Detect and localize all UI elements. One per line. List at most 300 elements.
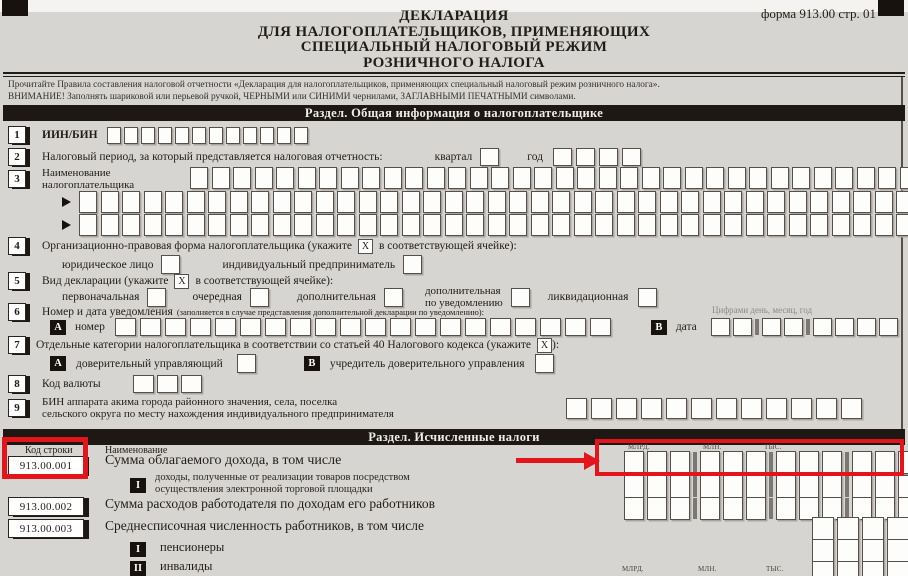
input-cell[interactable] bbox=[445, 191, 463, 213]
item-number-box: 2 bbox=[8, 148, 26, 166]
input-cell[interactable] bbox=[792, 167, 810, 189]
row-tax-period bbox=[8, 148, 645, 166]
title-line: ДЛЯ НАЛОГОПЛАТЕЛЬЩИКОВ, ПРИМЕНЯЮЩИХ bbox=[257, 23, 651, 40]
input-cell[interactable] bbox=[666, 398, 687, 419]
scale-label-millions-bottom: МЛН. bbox=[698, 565, 717, 573]
input-cell[interactable] bbox=[465, 318, 486, 336]
input-cell[interactable] bbox=[789, 214, 807, 236]
input-cell[interactable] bbox=[879, 318, 898, 336]
quarter-cells bbox=[480, 148, 503, 166]
input-cell[interactable] bbox=[209, 127, 223, 144]
input-cell[interactable] bbox=[723, 497, 743, 520]
input-cell[interactable] bbox=[723, 475, 743, 498]
input-cell[interactable] bbox=[440, 318, 461, 336]
input-cell[interactable] bbox=[190, 167, 208, 189]
input-cell[interactable] bbox=[776, 497, 796, 520]
option-additional-label: дополнительная bbox=[296, 291, 376, 303]
input-cell[interactable] bbox=[490, 318, 511, 336]
disabled-cells bbox=[812, 561, 908, 576]
input-cell[interactable] bbox=[670, 497, 690, 520]
group-separator bbox=[693, 476, 697, 497]
marker-a-box: А bbox=[50, 320, 66, 335]
input-cell[interactable] bbox=[315, 318, 336, 336]
input-cell[interactable] bbox=[574, 191, 592, 213]
input-cell[interactable] bbox=[624, 497, 644, 520]
line-code-913-00-001: 913.00.001 bbox=[8, 456, 84, 475]
input-cell[interactable] bbox=[789, 191, 807, 213]
input-cell[interactable] bbox=[509, 214, 527, 236]
group-separator bbox=[755, 319, 759, 335]
input-cell[interactable] bbox=[887, 539, 908, 562]
title-line: ДЕКЛАРАЦИЯ bbox=[399, 8, 509, 24]
input-cell[interactable] bbox=[101, 191, 119, 213]
input-cell[interactable] bbox=[574, 214, 592, 236]
input-cell[interactable] bbox=[423, 214, 441, 236]
input-cell[interactable] bbox=[862, 517, 884, 540]
title-line: СПЕЦИАЛЬНЫЙ НАЛОГОВЫЙ РЕЖИМ bbox=[300, 39, 608, 55]
input-cell[interactable] bbox=[509, 191, 527, 213]
input-cell[interactable] bbox=[260, 127, 274, 144]
input-cell[interactable] bbox=[316, 214, 334, 236]
input-cell[interactable] bbox=[700, 497, 720, 520]
item-number-box: 7 bbox=[8, 336, 26, 354]
input-cell[interactable] bbox=[165, 191, 183, 213]
form-title bbox=[0, 9, 908, 71]
date-format-hint: Цифрами день, месяц, год bbox=[712, 305, 813, 315]
input-cell[interactable] bbox=[265, 318, 286, 336]
input-cell[interactable] bbox=[799, 475, 819, 498]
input-cell[interactable] bbox=[837, 517, 859, 540]
input-cell[interactable] bbox=[642, 167, 660, 189]
input-cell[interactable] bbox=[812, 539, 834, 562]
input-cell[interactable] bbox=[716, 398, 737, 419]
option-additional-notice-line1: дополнительная bbox=[424, 285, 501, 297]
input-cell[interactable] bbox=[746, 191, 764, 213]
input-cell[interactable] bbox=[144, 191, 162, 213]
input-cell[interactable] bbox=[862, 561, 884, 576]
trustee-checkbox[interactable] bbox=[237, 354, 256, 373]
notice-label: Номер и дата уведомления bbox=[42, 306, 173, 318]
input-cell[interactable] bbox=[812, 561, 834, 576]
input-cell[interactable] bbox=[276, 167, 294, 189]
input-cell[interactable] bbox=[251, 214, 269, 236]
input-cell[interactable] bbox=[857, 318, 876, 336]
input-cell[interactable] bbox=[133, 375, 154, 393]
item-number-box: 8 bbox=[8, 375, 26, 393]
input-cell[interactable] bbox=[590, 318, 611, 336]
year-label: год bbox=[527, 151, 543, 163]
input-cell[interactable] bbox=[647, 497, 667, 520]
option-initial-label: первоначальная bbox=[62, 291, 140, 303]
input-cell[interactable] bbox=[290, 318, 311, 336]
input-cell[interactable] bbox=[230, 214, 248, 236]
input-cell[interactable] bbox=[599, 148, 618, 166]
input-cell[interactable] bbox=[776, 475, 796, 498]
input-cell[interactable] bbox=[862, 539, 884, 562]
input-cell[interactable] bbox=[531, 191, 549, 213]
legal-form-label-post: в соответствующей ячейке): bbox=[378, 240, 517, 252]
input-cell[interactable] bbox=[638, 191, 656, 213]
input-cell[interactable] bbox=[552, 214, 570, 236]
input-cell[interactable] bbox=[835, 318, 854, 336]
input-cell[interactable] bbox=[233, 167, 251, 189]
ecommerce-income-cells bbox=[624, 475, 908, 498]
input-cell[interactable] bbox=[641, 398, 662, 419]
year-cells bbox=[553, 148, 645, 166]
input-cell[interactable] bbox=[415, 318, 436, 336]
input-cell[interactable] bbox=[576, 148, 595, 166]
input-cell[interactable] bbox=[165, 214, 183, 236]
input-cell[interactable] bbox=[816, 398, 837, 419]
currency-code-label: Код валюты bbox=[42, 378, 101, 390]
input-cell[interactable] bbox=[294, 214, 312, 236]
input-cell[interactable] bbox=[384, 167, 402, 189]
item-number-box: 5 bbox=[8, 272, 26, 290]
sub-line-ii-box: II bbox=[130, 561, 146, 576]
input-cell[interactable] bbox=[591, 398, 612, 419]
filling-instructions bbox=[8, 80, 898, 103]
input-cell[interactable] bbox=[852, 475, 872, 498]
column-header-name: Наименование bbox=[105, 445, 168, 456]
input-cell[interactable] bbox=[599, 167, 617, 189]
input-cell[interactable] bbox=[553, 148, 572, 166]
title-line: РОЗНИЧНОГО НАЛОГА bbox=[363, 54, 545, 71]
input-cell[interactable] bbox=[165, 318, 186, 336]
input-cell[interactable] bbox=[230, 191, 248, 213]
tax-period-label: Налоговый период, за который представляется налоговая отчетность: bbox=[42, 151, 383, 163]
input-cell[interactable] bbox=[896, 214, 908, 236]
taxpayer-name-label-2: налогоплательщика bbox=[42, 179, 135, 191]
group-separator bbox=[693, 498, 697, 519]
input-cell[interactable] bbox=[791, 398, 812, 419]
input-cell[interactable] bbox=[187, 214, 205, 236]
pensioners-label: пенсионеры bbox=[160, 540, 225, 554]
header-divider bbox=[3, 72, 905, 77]
declaration-type-label-post: в соответствующей ячейке): bbox=[195, 275, 334, 287]
input-cell[interactable] bbox=[243, 127, 257, 144]
ecommerce-income-label bbox=[155, 472, 410, 496]
headcount-cells bbox=[812, 517, 908, 540]
special-categories-label-pre: Отдельные категории налогоплательщика в соответствии со статьей 40 Налогового кодекса (укажите bbox=[36, 339, 531, 351]
notice-number-cells bbox=[115, 318, 615, 336]
input-cell[interactable] bbox=[540, 318, 561, 336]
input-cell[interactable] bbox=[566, 398, 587, 419]
input-cell[interactable] bbox=[766, 398, 787, 419]
individual-entrepreneur-label: индивидуальный предприниматель bbox=[222, 258, 396, 271]
input-cell[interactable] bbox=[837, 561, 859, 576]
input-cell[interactable] bbox=[534, 167, 552, 189]
input-cell[interactable] bbox=[638, 214, 656, 236]
input-cell[interactable] bbox=[141, 127, 155, 144]
employer-expenses-label: Сумма расходов работодателя по доходам его работников bbox=[105, 496, 435, 511]
input-cell[interactable] bbox=[832, 214, 850, 236]
headcount-label: Среднесписочная численность работников, в том числе bbox=[105, 518, 425, 533]
input-cell[interactable] bbox=[294, 191, 312, 213]
input-cell[interactable] bbox=[427, 167, 445, 189]
input-cell[interactable] bbox=[875, 191, 893, 213]
group-separator bbox=[845, 476, 849, 497]
input-cell[interactable] bbox=[79, 214, 97, 236]
input-cell[interactable] bbox=[445, 214, 463, 236]
input-cell[interactable] bbox=[624, 475, 644, 498]
input-cell[interactable] bbox=[531, 214, 549, 236]
continuation-arrow-icon bbox=[62, 220, 71, 230]
taxpayer-name-label bbox=[42, 167, 190, 191]
input-cell[interactable] bbox=[853, 191, 871, 213]
input-cell[interactable] bbox=[208, 191, 226, 213]
input-cell[interactable] bbox=[359, 191, 377, 213]
input-cell[interactable] bbox=[556, 167, 574, 189]
input-cell[interactable] bbox=[733, 318, 752, 336]
trustee-label: доверительный управляющий bbox=[76, 357, 223, 370]
input-cell[interactable] bbox=[700, 475, 720, 498]
input-cell[interactable] bbox=[660, 191, 678, 213]
input-cell[interactable] bbox=[251, 191, 269, 213]
disabled-label: инвалиды bbox=[160, 559, 213, 573]
row-akim-bin bbox=[8, 396, 866, 420]
group-separator bbox=[845, 498, 849, 519]
input-cell[interactable] bbox=[857, 167, 875, 189]
special-categories-label-post: ): bbox=[552, 339, 560, 351]
input-cell[interactable] bbox=[488, 214, 506, 236]
input-cell[interactable] bbox=[380, 191, 398, 213]
input-cell[interactable] bbox=[405, 167, 423, 189]
instruction-line-2: ВНИМАНИЕ! Заполнять шариковой или перьевой ручкой, ЧЕРНЫМИ или СИНИМИ чернилами, ЗАГЛАВНЫМИ ПЕЧАТНЫМИ символами. bbox=[8, 91, 576, 102]
instruction-line-1: Прочитайте Правила составления налоговой отчетности «Декларация для налогоплательщиков, применяющих специальный налоговый режим розничного налога». bbox=[8, 80, 660, 90]
input-cell[interactable] bbox=[402, 214, 420, 236]
column-header-code: Код строки bbox=[25, 445, 73, 456]
input-cell[interactable] bbox=[240, 318, 261, 336]
input-cell[interactable] bbox=[741, 398, 762, 419]
row-special-categories bbox=[8, 336, 559, 354]
input-cell[interactable] bbox=[316, 191, 334, 213]
highlight-box-amount-cells bbox=[595, 439, 904, 476]
input-cell[interactable] bbox=[294, 127, 308, 144]
notice-date-label: дата bbox=[675, 321, 697, 333]
input-cell[interactable] bbox=[724, 214, 742, 236]
input-cell[interactable] bbox=[515, 318, 536, 336]
input-cell[interactable] bbox=[810, 191, 828, 213]
input-cell[interactable] bbox=[212, 167, 230, 189]
input-cell[interactable] bbox=[552, 191, 570, 213]
input-cell[interactable] bbox=[813, 318, 832, 336]
input-cell[interactable] bbox=[663, 167, 681, 189]
input-cell[interactable] bbox=[192, 127, 206, 144]
option-liquidation-checkbox[interactable] bbox=[638, 288, 657, 307]
input-cell[interactable] bbox=[875, 214, 893, 236]
input-cell[interactable] bbox=[144, 214, 162, 236]
x-mark-sample: X bbox=[358, 239, 373, 254]
input-cell[interactable] bbox=[190, 318, 211, 336]
input-cell[interactable] bbox=[341, 167, 359, 189]
input-cell[interactable] bbox=[480, 148, 499, 166]
akim-bin-label-1: БИН аппарата акима города районного значения, села, поселка bbox=[42, 396, 338, 408]
trust-founder-label: учредитель доверительного управления bbox=[329, 357, 525, 370]
notice-date-cells bbox=[711, 318, 901, 336]
input-cell[interactable] bbox=[362, 167, 380, 189]
legal-entity-label: юридическое лицо bbox=[62, 258, 154, 271]
input-cell[interactable] bbox=[340, 318, 361, 336]
input-cell[interactable] bbox=[175, 127, 189, 144]
input-cell[interactable] bbox=[896, 191, 908, 213]
input-cell[interactable] bbox=[620, 167, 638, 189]
input-cell[interactable] bbox=[337, 214, 355, 236]
input-cell[interactable] bbox=[837, 539, 859, 562]
row-taxpayer-name-cont1 bbox=[62, 191, 908, 213]
item-number-box: 3 bbox=[8, 170, 26, 188]
input-cell[interactable] bbox=[670, 475, 690, 498]
input-cell[interactable] bbox=[273, 191, 291, 213]
input-cell[interactable] bbox=[365, 318, 386, 336]
sub-line-i-box: I bbox=[130, 478, 146, 493]
line-code-913-00-003: 913.00.003 bbox=[8, 519, 84, 538]
input-cell[interactable] bbox=[513, 167, 531, 189]
input-cell[interactable] bbox=[359, 214, 377, 236]
section-header-calculated: Раздел. Исчисленные налоги bbox=[3, 429, 905, 445]
input-cell[interactable] bbox=[181, 375, 202, 393]
input-cell[interactable] bbox=[565, 318, 586, 336]
marker-a-box: А bbox=[50, 356, 66, 371]
akim-bin-cells bbox=[566, 398, 866, 419]
akim-bin-label bbox=[42, 396, 558, 420]
input-cell[interactable] bbox=[711, 318, 730, 336]
input-cell[interactable] bbox=[887, 517, 908, 540]
input-cell[interactable] bbox=[140, 318, 161, 336]
input-cell[interactable] bbox=[749, 167, 767, 189]
input-cell[interactable] bbox=[101, 214, 119, 236]
group-separator bbox=[769, 498, 773, 519]
input-cell[interactable] bbox=[122, 191, 140, 213]
item-number-box: 4 bbox=[8, 237, 26, 255]
input-cell[interactable] bbox=[277, 127, 291, 144]
input-cell[interactable] bbox=[812, 517, 834, 540]
notice-number-label: номер bbox=[75, 321, 105, 333]
input-cell[interactable] bbox=[124, 127, 138, 144]
input-cell[interactable] bbox=[784, 318, 803, 336]
item-number-box: 6 bbox=[8, 303, 26, 321]
input-cell[interactable] bbox=[810, 214, 828, 236]
input-cell[interactable] bbox=[595, 214, 613, 236]
input-cell[interactable] bbox=[380, 214, 398, 236]
input-cell[interactable] bbox=[157, 375, 178, 393]
option-additional-notice-checkbox[interactable] bbox=[511, 288, 530, 307]
input-cell[interactable] bbox=[617, 214, 635, 236]
input-cell[interactable] bbox=[107, 127, 121, 144]
row-legal-form bbox=[8, 237, 517, 255]
input-cell[interactable] bbox=[208, 214, 226, 236]
input-cell[interactable] bbox=[691, 398, 712, 419]
scale-label-thousands: ТЫС. bbox=[764, 443, 782, 451]
input-cell[interactable] bbox=[115, 318, 136, 336]
input-cell[interactable] bbox=[122, 214, 140, 236]
scale-label-billions: МЛРД. bbox=[628, 443, 650, 451]
name-cells-line2 bbox=[79, 191, 908, 213]
input-cell[interactable] bbox=[337, 191, 355, 213]
highlight-box-line-code bbox=[2, 437, 88, 479]
input-cell[interactable] bbox=[898, 475, 908, 498]
pensioners-cells bbox=[812, 539, 908, 562]
input-cell[interactable] bbox=[466, 191, 484, 213]
input-cell[interactable] bbox=[706, 167, 724, 189]
input-cell[interactable] bbox=[771, 167, 789, 189]
input-cell[interactable] bbox=[577, 167, 595, 189]
input-cell[interactable] bbox=[470, 167, 488, 189]
input-cell[interactable] bbox=[703, 191, 721, 213]
input-cell[interactable] bbox=[298, 167, 316, 189]
currency-code-cells bbox=[133, 375, 205, 393]
highlight-arrow-icon bbox=[516, 458, 584, 463]
input-cell[interactable] bbox=[466, 214, 484, 236]
input-cell[interactable] bbox=[900, 167, 908, 189]
input-cell[interactable] bbox=[319, 167, 337, 189]
scale-label-billions-bottom: МЛРД. bbox=[622, 565, 644, 573]
input-cell[interactable] bbox=[878, 167, 896, 189]
declaration-type-label-pre: Вид декларации (укажите bbox=[42, 275, 169, 287]
input-cell[interactable] bbox=[887, 561, 908, 576]
input-cell[interactable] bbox=[703, 214, 721, 236]
group-separator bbox=[769, 476, 773, 497]
row-currency-code bbox=[8, 375, 205, 393]
input-cell[interactable] bbox=[822, 475, 842, 498]
input-cell[interactable] bbox=[79, 191, 97, 213]
input-cell[interactable] bbox=[685, 167, 703, 189]
input-cell[interactable] bbox=[616, 398, 637, 419]
input-cell[interactable] bbox=[660, 214, 678, 236]
trust-founder-checkbox[interactable] bbox=[535, 354, 554, 373]
input-cell[interactable] bbox=[832, 191, 850, 213]
input-cell[interactable] bbox=[448, 167, 466, 189]
continuation-arrow-icon bbox=[62, 197, 71, 207]
ecommerce-income-label-2: осуществления электронной торговой площадки bbox=[155, 484, 373, 495]
input-cell[interactable] bbox=[724, 191, 742, 213]
input-cell[interactable] bbox=[762, 318, 781, 336]
iin-bin-label: ИИН/БИН bbox=[42, 129, 98, 141]
notice-label-note: (заполняется в случае представления дополнительной декларации по уведомлению): bbox=[176, 307, 484, 317]
input-cell[interactable] bbox=[681, 214, 699, 236]
input-cell[interactable] bbox=[187, 191, 205, 213]
input-cell[interactable] bbox=[226, 127, 240, 144]
input-cell[interactable] bbox=[647, 475, 667, 498]
input-cell[interactable] bbox=[746, 475, 766, 498]
input-cell[interactable] bbox=[622, 148, 641, 166]
input-cell[interactable] bbox=[595, 191, 613, 213]
input-cell[interactable] bbox=[423, 191, 441, 213]
input-cell[interactable] bbox=[617, 191, 635, 213]
input-cell[interactable] bbox=[767, 214, 785, 236]
input-cell[interactable] bbox=[746, 214, 764, 236]
input-cell[interactable] bbox=[390, 318, 411, 336]
input-cell[interactable] bbox=[835, 167, 853, 189]
input-cell[interactable] bbox=[273, 214, 291, 236]
individual-entrepreneur-checkbox[interactable] bbox=[403, 255, 422, 274]
option-additional-notice-line2: по уведомлению bbox=[424, 297, 503, 309]
input-cell[interactable] bbox=[841, 398, 862, 419]
input-cell[interactable] bbox=[728, 167, 746, 189]
input-cell[interactable] bbox=[402, 191, 420, 213]
input-cell[interactable] bbox=[767, 191, 785, 213]
input-cell[interactable] bbox=[491, 167, 509, 189]
input-cell[interactable] bbox=[875, 475, 895, 498]
input-cell[interactable] bbox=[681, 191, 699, 213]
input-cell[interactable] bbox=[488, 191, 506, 213]
input-cell[interactable] bbox=[853, 214, 871, 236]
input-cell[interactable] bbox=[158, 127, 172, 144]
input-cell[interactable] bbox=[255, 167, 273, 189]
x-mark-sample: X bbox=[174, 274, 189, 289]
input-cell[interactable] bbox=[746, 497, 766, 520]
input-cell[interactable] bbox=[215, 318, 236, 336]
input-cell[interactable] bbox=[814, 167, 832, 189]
